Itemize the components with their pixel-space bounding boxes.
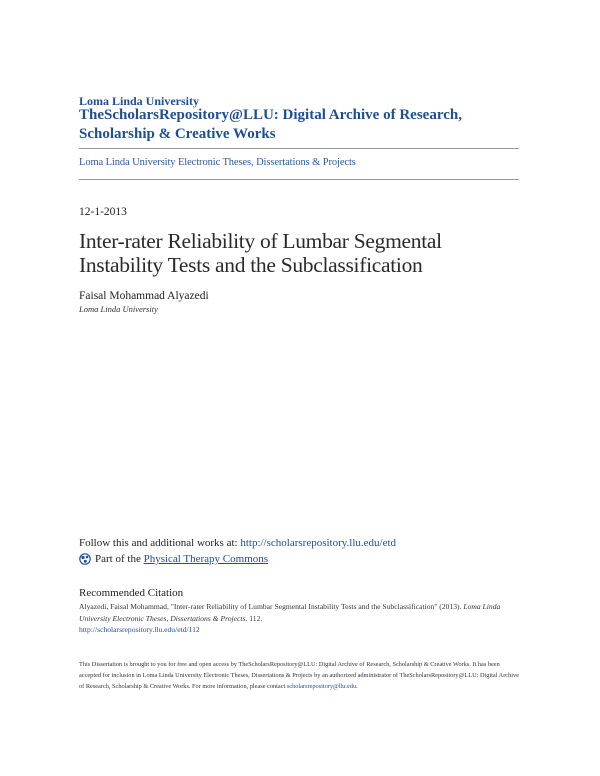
university-name: Loma Linda University (79, 94, 200, 108)
part-of-line (79, 553, 268, 565)
access-notice (79, 659, 519, 693)
network-icon (79, 553, 91, 565)
author-affiliation: Loma Linda University (79, 304, 158, 314)
contact-email-link[interactable]: scholarsrepository@llu.edu. (286, 683, 358, 691)
citation-url-link[interactable]: http://scholarsrepository.llu.edu/etd/112 (79, 625, 200, 634)
document-title: Inter-rater Reliability of Lumbar Segmental Instability Tests and the Subclassification (79, 229, 442, 277)
author-name: Faisal Mohammad Alyazedi (79, 290, 209, 302)
citation-number: 112. (249, 613, 263, 623)
collection-divider (79, 179, 519, 180)
follow-url-link[interactable]: http://scholarsrepository.llu.edu/etd (240, 537, 397, 549)
follow-label: Follow this and additional works at: (79, 537, 238, 549)
publication-date: 12-1-2013 (79, 206, 127, 218)
part-of-label: Part of the (95, 553, 141, 565)
collection-link[interactable]: Loma Linda University Electronic Theses, Dissertations & Projects (79, 157, 356, 168)
citation-text (79, 601, 519, 636)
recommended-citation-heading: Recommended Citation (79, 587, 184, 599)
citation-source: Loma Linda University Electronic Theses, Dissertations & Projects. (79, 602, 501, 623)
follow-line (79, 537, 396, 549)
repository-title[interactable]: TheScholarsRepository@LLU: Digital Archive of Research, Scholarship & Creative Works (79, 107, 462, 142)
top-divider (79, 148, 519, 149)
notice-text: This Dissertation is brought to you for free and open access by TheScholarsRepository@LLU: Digital Archive of Research, Scholarship & Creative Works. It has been accepted for inclusion in Loma Linda University Electronic Theses, Dissertations & Projects by an authorized administrator of TheScholarsRepository@LLU: Digital Archive of Research, Scholarship & Creative Works. For more information, please contact (79, 661, 519, 691)
physical-therapy-commons-link[interactable]: Physical Therapy Commons (143, 553, 269, 565)
citation-body: Alyazedi, Faisal Mohammad, "Inter-rater Reliability of Lumbar Segmental Instability Tests and the Subclassification" (2013). (79, 602, 462, 611)
